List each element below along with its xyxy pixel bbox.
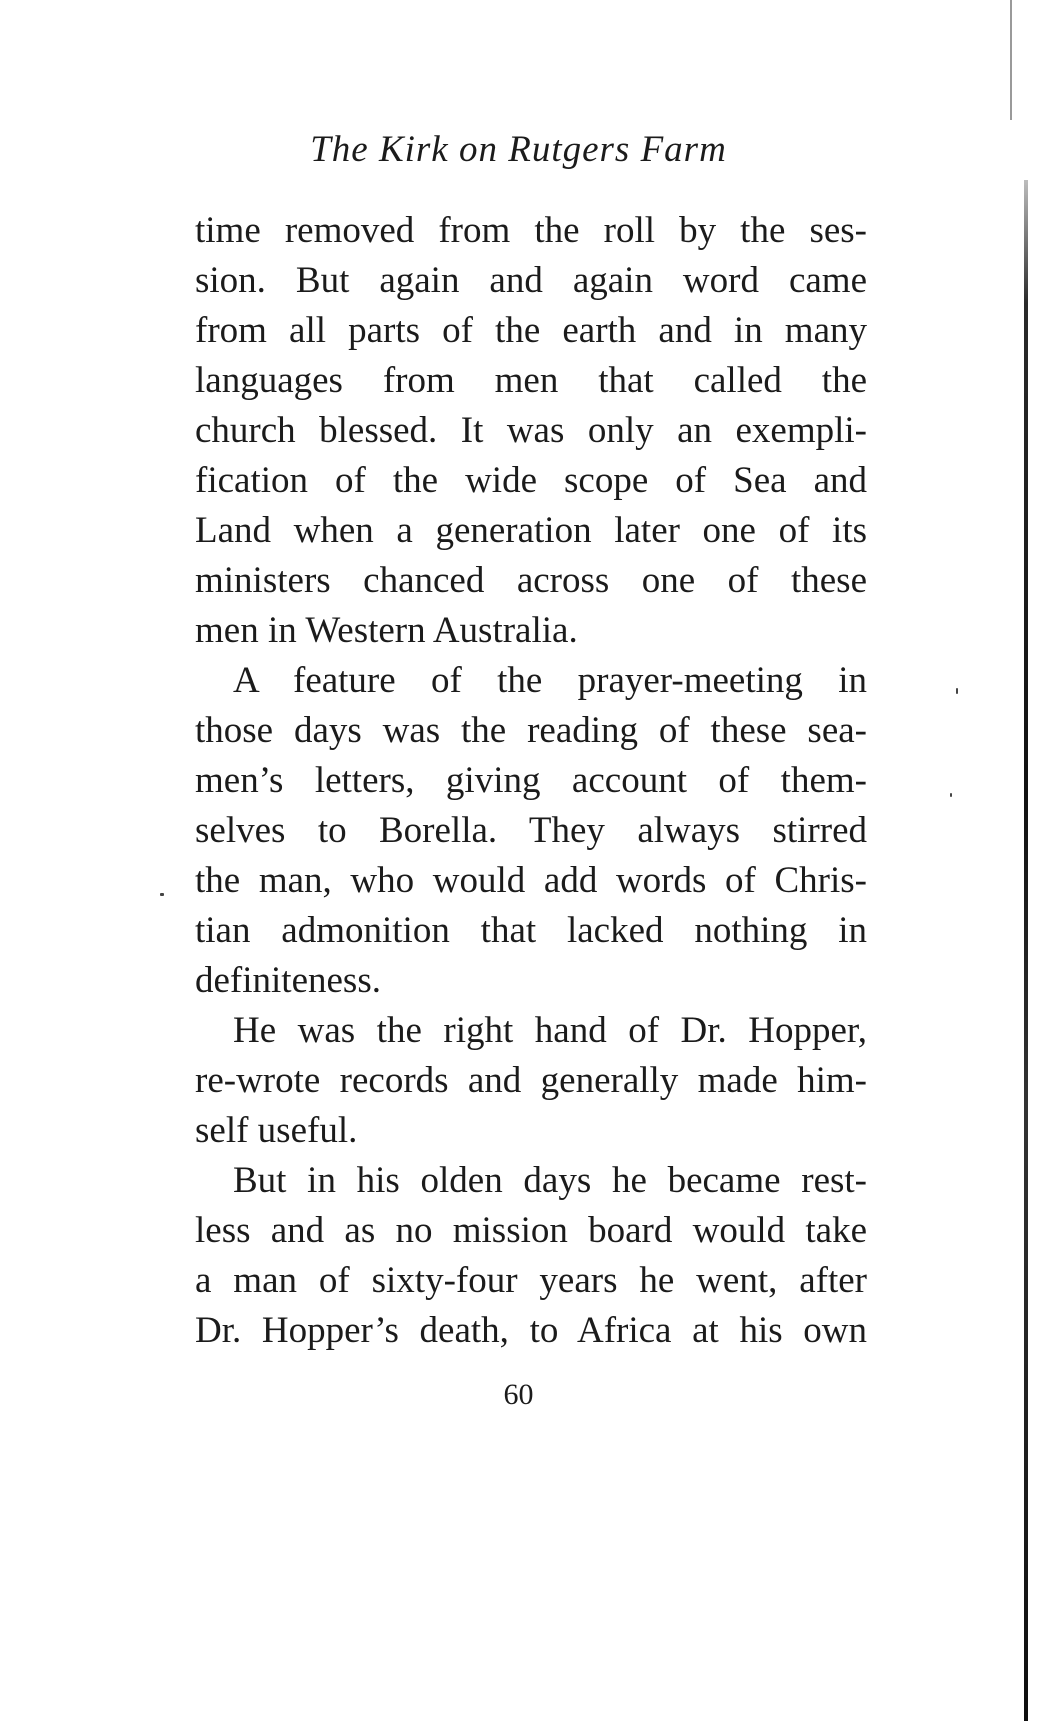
scan-speck	[956, 688, 958, 694]
text-line: less and as no mission board would take	[195, 1210, 867, 1251]
text-line: men in Western Australia.	[195, 610, 578, 651]
text-line: time removed from the roll by the ses-	[195, 210, 867, 251]
text-line: A feature of the prayer-meeting in	[233, 660, 867, 701]
page-number: 60	[503, 1378, 534, 1411]
text-line: tian admonition that lacked nothing in	[195, 910, 867, 951]
paragraph	[195, 1006, 867, 1156]
text-line: ministers chanced across one of these	[195, 560, 867, 601]
text-line: He was the right hand of Dr. Hopper,	[233, 1010, 867, 1051]
text-line: But in his olden days he became rest-	[233, 1160, 867, 1201]
text-line: the man, who would add words of Chris-	[195, 860, 867, 901]
body-text	[195, 206, 867, 1356]
paragraph	[195, 656, 867, 1006]
scan-speck	[950, 793, 952, 797]
paragraph	[195, 1156, 867, 1356]
text-line: re-wrote records and generally made him-	[195, 1060, 867, 1101]
scan-gutter-edge	[1024, 180, 1028, 1721]
scan-gutter-line	[1010, 0, 1012, 120]
text-line: sion. But again and again word came	[195, 260, 867, 301]
text-line: definiteness.	[195, 960, 381, 1001]
text-line: fication of the wide scope of Sea and	[195, 460, 867, 501]
text-line: Dr. Hopper’s death, to Africa at his own	[195, 1310, 867, 1351]
paragraph	[195, 206, 867, 656]
text-line: self useful.	[195, 1110, 358, 1151]
running-head: The Kirk on Rutgers Farm	[310, 129, 727, 170]
text-line: men’s letters, giving account of them-	[195, 760, 867, 801]
text-line: those days was the reading of these sea-	[195, 710, 867, 751]
text-line: selves to Borella. They always stirred	[195, 810, 867, 851]
text-line: from all parts of the earth and in many	[195, 310, 867, 351]
text-line: church blessed. It was only an exempli-	[195, 410, 867, 451]
text-line: Land when a generation later one of its	[195, 510, 867, 551]
text-line: languages from men that called the	[195, 360, 867, 401]
text-line: a man of sixty-four years he went, after	[195, 1260, 867, 1301]
scan-speck	[160, 893, 164, 896]
